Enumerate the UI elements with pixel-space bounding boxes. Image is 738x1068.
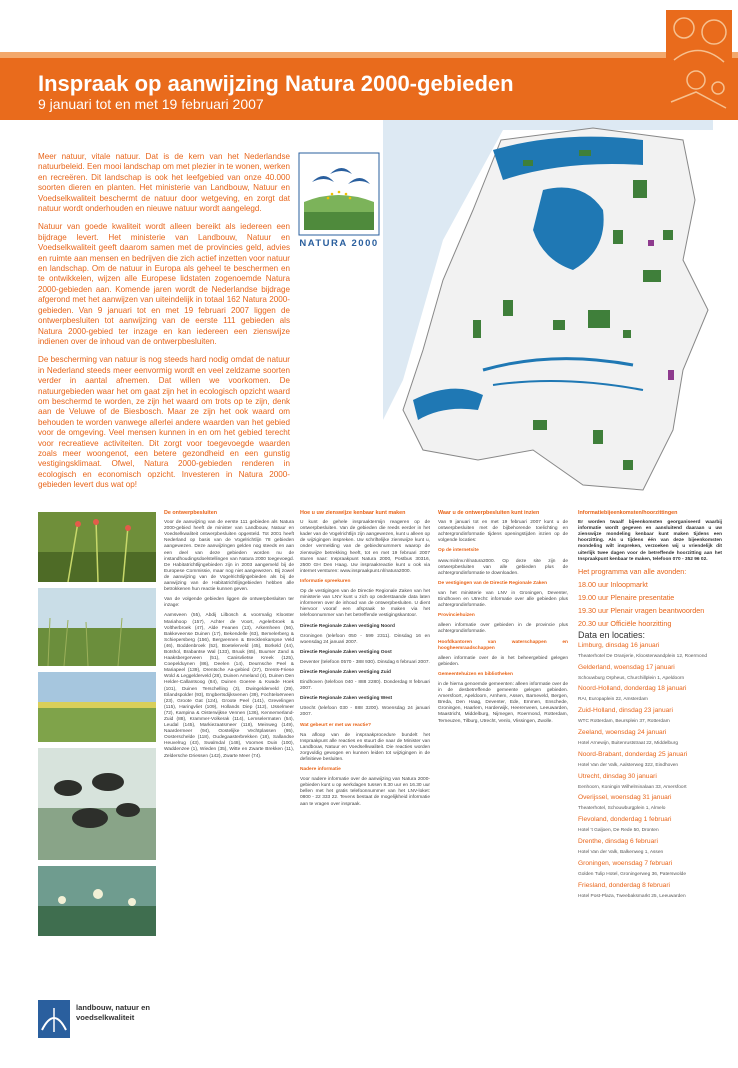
paragraph: Voor nadere informatie over de aanwijzing van Natura 2000-gebieden kunt u op werkdagen tussen 8.30 uur en 16.30 uur bellen met het gratis telefoonnummer van het LNV-loket: 0800 - 22 333 22. Tevens bestaat de mogelijkheid informatie aan te vragen over inspraak. xyxy=(300,777,430,807)
office-details: Groningen (telefoon 050 - 599 2311). Dinsdag 16 en woensdag 24 januari 2007. xyxy=(300,633,430,645)
paragraph: in de hierna genoemde gemeenten: alleen informatie over de in de desbetreffende gemeente gelegen gebieden. Amersfoort, Apeldoorn, Arnhem, Assen, Barneveld, Bergen, Breda, Den Haag, Deventer, Ede, Emmen, Enschede, Groningen, Haarlem, Harderwijk, Heerenveen, Leeuwarden, Maastricht, Middelburg, Nijmegen, Roermond, Rotterdam, Terneuzen, Tilburg, Utrecht, Venlo, Vlissingen, Zwolle. xyxy=(438,681,568,724)
event-venue: Hotel 't Galjoen, De Rede 50, Dronten xyxy=(578,828,659,834)
subheading: Informatie spreekuren xyxy=(300,578,351,584)
event-venue: Hotel Van der Valk, Aalsterweg 322, Eindhoven xyxy=(578,762,679,768)
event-venue: Hotel Post-Plaza, Tweebaksmarkt 25, Leeuwarden xyxy=(578,893,686,899)
event-date: Zuid-Holland, dinsdag 23 januari xyxy=(578,707,673,715)
event-venue: WTC Rotterdam, Beursplein 37, Rotterdam xyxy=(578,719,670,725)
office-details: Eindhoven (telefoon 040 - 888 2280). Donderdag 8 februari 2007. xyxy=(300,680,430,692)
photo-meadow xyxy=(38,672,156,742)
event-venue: Hotel Van der Valk, Balkenweg 1, Assen xyxy=(578,850,664,856)
intro-paragraph: Meer natuur, vitale natuur. Dat is de kern van het Nederlandse natuurbeleid. Een mooi landschap om met plezier in te wonen, werken en recreëren. Dit landschap is ook het leefgebied van onze 40.000 soorten dieren en planten. Het ministerie van Landbouw, Natuur en Voedselkwaliteit beschermt de natuur door wetgeving, en zorgt dat natuur wordt onderhouden en nieuwe natuur wordt aangelegd. xyxy=(38,152,290,214)
intro-paragraph: De bescherming van natuur is nog steeds hard nodig omdat de natuur in Nederland steeds meer eenvormig wordt en veel zeldzame soorten verder in aantal afnemen. Dat willen we voorkomen. De natuurgebieden waar het om gaat zijn het in ecologisch opzicht waard om beschermd te worden, ze zijn het waard om trots op te zijn, denk aan de Veluwe of de Biesbosch. Maar ze zijn het ook waard om behouden te worden vanwege allerlei andere waarden van het gebied voor de omgeving. Veel mensen kunnen in en om het gebied terecht voor recreatieve activiteiten. Dit zorgt voor toegevoegde waarden zoals meer woongenot, een betere gezondheid en een gunstig vestigingsklimaat. Ofwel, Natura 2000-gebieden renderen in ecologisch en economisch opzicht. Investeren in Natura 2000-gebieden levert dus wat op! xyxy=(38,355,290,490)
program-item: 19.30 uur Plenair vragen beantwoorden xyxy=(578,605,705,615)
paragraph: Voor de aanwijzing van de eerste 111 gebieden als Natura 2000-gebied heeft de minister van Landbouw, Natuur en Voedselkwaliteit ontwerpbesluiten opgesteld. Tot 2001 heeft Nederland op basis van de Vogelrichtlijn 78 gebieden aangewezen. Deze aanwijzingen gelden nog steeds en aan een deel van deze gebieden worden nu de instandhoudingsdoelstellingen van Natura 2000 toegevoegd. De Habitatrichtlijngebieden zijn in 2003 aangemeld bij de Europese Commissie, maar nog niet aangewezen. Bij zowel de aanwijzing van de Vogelrichtlijngebieden als bij de aanwijzing van de Habitatrichtlijngebieden hebben alle betrokkenen hun reactie kunnen geven. xyxy=(164,520,294,593)
section-heading: Informatiebijeenkomsten/hoorzittingen xyxy=(578,510,678,516)
intro-text xyxy=(38,152,290,499)
page-title: Inspraak op aanwijzing Natura 2000-gebieden xyxy=(38,71,514,96)
event-venue: Hotel Arnewijn, Buitenruststraat 22, Middelburg xyxy=(578,741,678,747)
page-subtitle: 9 januari tot en met 19 februari 2007 xyxy=(38,96,264,112)
ministry-name-line: landbouw, natuur en xyxy=(76,1003,150,1012)
paragraph: Aamsveen (55), Abdij Lilbosch & voormalig Klooster Mariahoop (157), Achter de Voort, Agelerbroek & Voltherbroek (47), Alde Feanen (13), Arkemheen (56), Bakkeveense Duinen (17), Bekendelle (63), Bemelerberg & Schiepersberg (156), Bergvennen & Brecklenkampse Veld (46), Boddenbroek (52), Boetelerveld (45), Borkeld (44), Botshol, Brabantse Wal (133), Bruuk (65), Buurser Zand & Haaksbergerveen (51), Canisvlietse Kreek (125), Coepelduynen (86), Deelen (14), Deurnsche Peel & Mariapeel (139), Drentsche Aa-gebied (27), Drents-Friese Wold & Leggelderveld (28), Duinen Ameland (4), Duinen Den Helder-Callantsoog (84), Duinen Goeree & Kwade Hoek (101), Duinen Terschelling (3), Dwingelderveld (29), Eilandspolder (93), Engbertsdijksvenen (39), Fochteloërveen (23), Groote Gat (124), Groote Peel (141), Grevelingen (115), Haringvliet (109), Hollands Diep (112), IJsselmeer (72), Kampina & Oisterwijkse Vennen (136), Kennemerland-Zuid (88), Krammer-Volkerak (114), Lemselermaten (54), Leudal (145), Markiezaatsmeer (118), Meinweg (149), Naardermeer (94), Oostelijke Vechtplassen (95), Oosterschelde (118), Oudegaasterbrekken (18), Sallandse Heuvelrug (43), Swalmdal (148), Voornes Duin (100), Waddenzee (1), Wieden (35), Witte en Zwarte Brekken (11), Zeldersche Driessen (142), Zwarte Meer (74). xyxy=(164,613,294,759)
office-name: Directie Regionale Zaken vestiging Noord xyxy=(300,623,395,629)
program-item: 20.30 uur Officiële hoorzitting xyxy=(578,618,672,628)
paragraph: Van 9 januari tot en met 19 februari 2007 kunt u de ontwerpbesluiten met de bijbehorende toelichting en achtergrondinformatie tijdens openingstijden inzien op de volgende locaties: xyxy=(438,520,568,544)
natura2000-emblem-icon xyxy=(298,152,380,236)
office-name: Directie Regionale Zaken vestiging Zuid xyxy=(300,669,391,675)
event-date: Flevoland, donderdag 1 februari xyxy=(578,816,672,824)
section-heading: Hoe u uw zienswijze kenbaar kunt maken xyxy=(300,510,406,516)
column-inzien xyxy=(438,510,568,729)
subheading: De vestigingen van de Directie Regionale Zaken xyxy=(438,580,548,586)
event-date: Overijssel, woensdag 31 januari xyxy=(578,794,672,802)
subheading: Gemeentehuizen en bibliotheken xyxy=(438,671,513,677)
office-name: Directie Regionale Zaken vestiging Oost xyxy=(300,649,392,655)
column-ontwerpbesluiten xyxy=(164,510,294,764)
paragraph: van het ministerie van LNV in Groningen, Deventer, Eindhoven en Utrecht: informatie over alle gebieden plus achtergrondinformatie. xyxy=(438,590,568,609)
paragraph: www.minlnv.nl/natura2000. Op deze site zijn de ontwerpbesluiten van alle gebieden plus de achtergrondinformatie te downloaden. xyxy=(438,558,568,576)
photo-sundew-plant xyxy=(38,512,156,582)
event-venue: Theaterhotel, Schouwburgplein 1, Almelo xyxy=(578,806,666,812)
event-date: Limburg, dinsdag 16 januari xyxy=(578,641,660,649)
logo-text: NATURA 2000 xyxy=(299,238,379,249)
event-date: Utrecht, dinsdag 30 januari xyxy=(578,772,657,780)
event-venue: RAI, Europaplein 22, Amsterdam xyxy=(578,697,648,703)
netherlands-map xyxy=(383,120,713,500)
event-date: Gelderland, woensdag 17 januari xyxy=(578,663,675,671)
subheading: Provinciehuizen xyxy=(438,613,475,619)
paragraph: alleen informatie over de in het beheergebied gelegen gebieden. xyxy=(438,655,568,667)
event-date: Zeeland, woensdag 24 januari xyxy=(578,729,667,737)
ministry-name-line: voedselkwaliteit xyxy=(76,1013,135,1022)
subheading: Wat gebeurt er met uw reactie? xyxy=(300,722,371,728)
paragraph: Er worden twaalf bijeenkomsten georganiseerd waarbij informatie wordt gegeven en aansluitend daaraan u uw zienswijze mondeling kenbaar kunt maken tijdens een hoorzitting. Als u tijdens één van deze bijeenkomsten mondeling wilt inspreken, verzoeken wij u vriendelijk dit uiterlijk twee dagen voor de betreffende hoorzitting aan het Inspraakpunt kenbaar te maken, telefoon 070 - 352 96 02. xyxy=(578,520,722,562)
dates-title: Data en locaties: xyxy=(578,629,646,640)
section-heading: Waar u de ontwerpbesluiten kunt inzien xyxy=(438,510,540,516)
natura2000-logo xyxy=(298,152,380,252)
program-item: 19.00 uur Plenaire presentatie xyxy=(578,592,675,602)
subheading: Hoofdkantoren van waterschappen en hoogheemraadschappen xyxy=(438,639,568,651)
event-date: Drenthe, dinsdag 6 februari xyxy=(578,838,658,846)
program-title: Het programma van alle avonden: xyxy=(578,566,687,576)
photo-waterfowl xyxy=(38,748,156,860)
event-date: Friesland, donderdag 8 februari xyxy=(578,881,671,889)
ministry-name xyxy=(76,1003,150,1023)
section-heading: De ontwerpbesluiten xyxy=(164,510,218,516)
paragraph: Na afloop van de inspraakprocedure bundelt het Inspraakpunt alle reacties en stuurt die naar de Minister van Landbouw, Natuur en Voedselkwaliteit. Die reacties worden zorgvuldig gewogen en kunnen leiden tot wijzigingen in de definitieve besluiten. xyxy=(300,732,430,762)
event-venue: Golden Tulip Hotel, Groningerweg 36, Paterswolde xyxy=(578,871,686,877)
office-details: Utrecht (telefoon 030 - 888 3200). Woensdag 24 januari 2007. xyxy=(300,706,430,718)
event-venue: Eenhoorn, Koningin Wilhelminalaan 33, Amersfoort xyxy=(578,784,687,790)
office-name: Directie Regionale Zaken vestiging West xyxy=(300,696,393,702)
photo-reed-lake xyxy=(38,588,156,666)
event-date: Noord-Holland, donderdag 18 januari xyxy=(578,685,687,693)
paragraph: alleen informatie over gebieden in de provincie plus achtergrondinformatie. xyxy=(438,623,568,635)
paragraph: Van de volgende gebieden liggen de ontwerpbesluiten ter inzage: xyxy=(164,597,294,609)
ministry-logo xyxy=(38,1000,162,1038)
office-details: Deventer (telefoon 0570 - 388 930). Dinsdag 6 februari 2007. xyxy=(300,659,430,665)
paragraph: Op de vestigingen van de Directie Regionale Zaken van het ministerie van LNV kunt u zich op onderstaande data laten informeren over de inhoud van de ontwerpbesluiten. U dient hiervoor vooraf een afspraak te maken via het telefoonnummer van het betreffende vestigingskantoor. xyxy=(300,589,430,619)
paragraph: U kunt de gehele inspraaktermijn reageren op de ontwerpbesluiten. Van de gebieden die reeds eerder in het kader van de Vogelrichtlijn zijn aangewezen, kunt u alleen op de wijzigingen inspreken. Uw schriftelijke zienswijze kunt u, onder vermelding van de gebiedsnummers waarop de zienswijze betrekking heeft, tot en met 19 februari 2007 sturen naar: Inspraakpunt Natura 2000, Postbus 30316, 2500 GH Den Haag. Uw inspraakreactie kunt u ook via internet versturen: www.inspraakpunt.nl/natura2000. xyxy=(300,520,430,574)
photo-waterplants xyxy=(38,866,156,936)
program-item: 18.00 uur Inloopmarkt xyxy=(578,579,648,589)
decorative-pattern-icon xyxy=(666,10,732,120)
event-venue: Theaterhotel De Oranjerie, Kloosterwandplein 12, Roermond xyxy=(578,653,708,659)
subheading: Nadere informatie xyxy=(300,767,341,773)
column-bijeenkomsten xyxy=(578,510,722,903)
event-date: Noord-Brabant, donderdag 25 januari xyxy=(578,750,688,758)
subheading: Op de internetsite xyxy=(438,548,479,554)
ministry-emblem-icon xyxy=(38,1000,70,1038)
event-venue: Schouwburg Orpheus, Churchillplein 1, Apeldoorn xyxy=(578,675,685,681)
column-zienswijze xyxy=(300,510,430,812)
event-list xyxy=(578,642,722,900)
event-date: Groningen, woensdag 7 februari xyxy=(578,859,673,867)
intro-paragraph: Natuur van goede kwaliteit wordt alleen bereikt als iedereen een bijdrage levert. Het ministerie van Landbouw, Natuur en Voedselkwaliteit geeft daarom samen met de provincies geld, advies en ruimte aan mensen en bedrijven die zich actief inzetten voor natuur en landschap. Om de natuur in Europa als geheel te beschermen en te ontwikkelen, wijzen alle Europese lidstaten zogenoemde Natura 2000-gebieden aan. Komende jaren wordt de Nederlandse bijdrage afgerond met het aanwijzen van uiteindelijk in totaal 162 Natura 2000-gebieden. Van 9 januari tot en met 19 februari 2007 liggen de ontwerpbesluiten tot aanwijzing van de eerste 111 gebieden als Natura 2000-gebied ter inzage en kan iedereen een zienswijze indienen over de inhoud van de ontwerpbesluiten. xyxy=(38,222,290,346)
